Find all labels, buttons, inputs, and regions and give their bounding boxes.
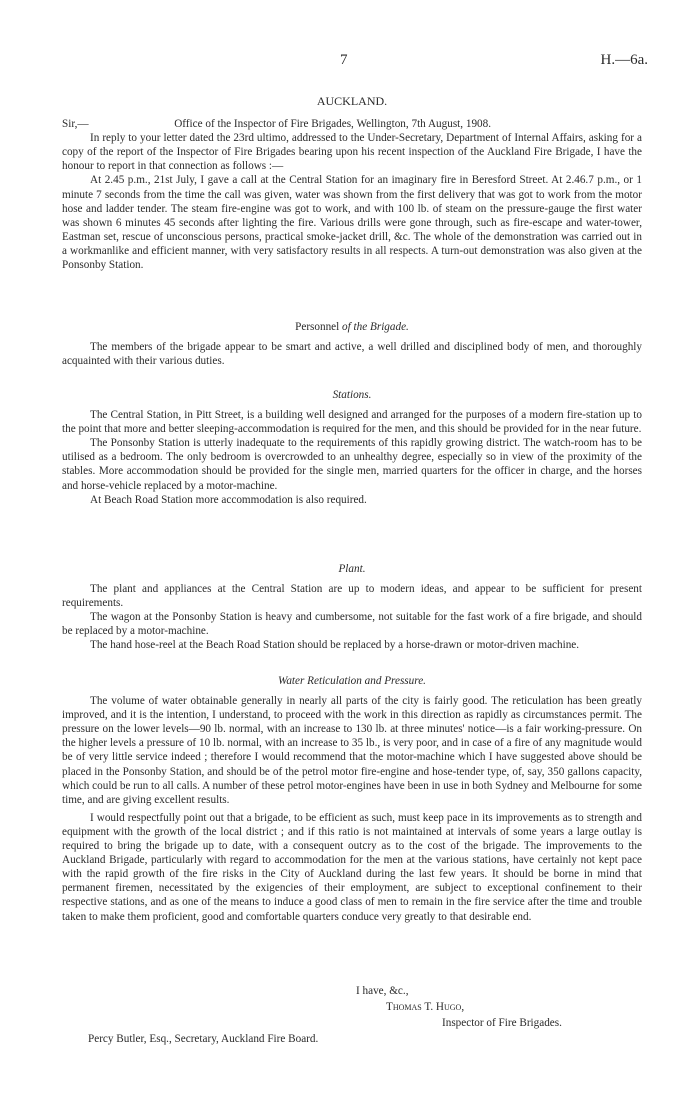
section-plant <box>62 562 642 653</box>
page-reference: H.—6a. <box>600 52 648 68</box>
stations-p1: The Central Station, in Pitt Street, is a building well designed and arranged for the purposes of a modern fire-station up to the point that more and better sleeping-accommodation is required for the men, and this should be provided for in the near future. <box>62 409 642 436</box>
addressee: Percy Butler, Esq., Secretary, Auckland Fire Board. <box>88 1033 319 1045</box>
stations-p3: At Beach Road Station more accommodation is also required. <box>90 493 367 506</box>
heading-personnel-a: Personnel <box>295 321 340 333</box>
document-title: AUCKLAND. <box>316 94 388 108</box>
section-water <box>62 674 642 924</box>
personnel-text: The members of the brigade appear to be smart and active, a well drilled and disciplined body of men, and thoroughly acquainted with their various duties. <box>62 341 642 368</box>
salutation-line <box>62 117 642 131</box>
dateline: Office of the Inspector of Fire Brigades, Wellington, 7th August, 1908. <box>174 118 492 131</box>
plant-p1: The plant and appliances at the Central Station are up to modern ideas, and appear to be sufficient for present requirements. <box>62 583 642 610</box>
intro-paragraph: In reply to your letter dated the 23rd ultimo, addressed to the Under-Secretary, Department of Internal Affairs, asking for a copy of the report of the Inspector of Fire Brigades bearing upon his recent inspection of the Auckland Fire Brigade, I have the honour to report in that connection as follows :— <box>62 132 642 173</box>
salutation: Sir,— <box>62 118 89 131</box>
heading-personnel <box>62 320 642 334</box>
closing-line: I have, &c., <box>356 985 409 997</box>
heading-personnel-b: of the Brigade. <box>342 321 409 333</box>
section-personnel <box>62 320 642 368</box>
plant-p3: The hand hose-reel at the Beach Road Station should be replaced by a horse-drawn or motor-driven machine. <box>90 639 580 652</box>
heading-stations: Stations. <box>332 389 372 401</box>
plant-p2: The wagon at the Ponsonby Station is heavy and cumbersome, not suitable for the fast work of a fire brigade, and should be replaced by a motor-machine. <box>62 611 642 638</box>
signatory-title: Inspector of Fire Brigades. <box>442 1017 562 1029</box>
section-stations <box>62 388 642 507</box>
water-p1: The volume of water obtainable generally in nearly all parts of the city is fairly good. The reticulation has been greatly improved, and it is the intention, I understand, to proceed with the work in this direction as rapidly as circumstances permit. The pressure on the lower levels—90 lb. normal, with an increase to 130 lb. at three minutes' notice—is a fair working-pressure. On the higher levels a pressure of 10 lb. normal, with an increase to 35 lb., is very poor, and in case of a fire of any magnitude would be of very little service indeed ; therefore I would recommend that the motor-machine which I have suggested above should be placed in the Ponsonby Station, and should be of the petrol motor fire-engine and hose-tender type, of, say, 350 gallons capacity, which could be run to all calls. A number of these petrol motor-engines have been in use in both Sydney and Melbourne for some time, and are giving excellent results. <box>62 695 642 806</box>
heading-water: Water Reticulation and Pressure. <box>278 675 426 687</box>
letter-head <box>62 94 642 272</box>
water-p2: I would respectfully point out that a brigade, to be efficient as such, must keep pace in its improvements as to strength and equipment with the growth of the local district ; and if this ratio is not maintained at intervals of some years a large outlay is required to bring the brigade up to date, with a consequent outcry as to the cost of the brigade. The improvements to the Auckland Brigade, particularly with regard to accommodation for the men at the various stations, have certainly not kept pace with the rapid growth of the fire risks in the City of Auckland during the last few years. It should be borne in mind that permanent firemen, necessitated by the exigencies of their employment, are subject to exceptional confinement to their respective stations, and as one of the means to induce a good class of men to remain in the fire service after the time and trouble taken to make them proficient, good and comfortable quarters conduce very greatly to that desirable end. <box>62 811 642 923</box>
page-number: 7 <box>340 52 348 68</box>
heading-plant: Plant. <box>338 563 366 575</box>
stations-p2: The Ponsonby Station is utterly inadequate to the requirements of this rapidly growing district. The watch-room has to be utilised as a bedroom. The only bedroom is overcrowded to an unhealthy degree, especially so in view of the proximity of the stables. More accommodation should be provided for the single men, married quarters for the officer in charge, and the horses and horse-vehicle replaced by a motor-machine. <box>62 437 642 492</box>
signatory-name: Thomas T. Hugo, <box>386 1001 465 1013</box>
paragraph-demonstration: At 2.45 p.m., 21st July, I gave a call at the Central Station for an imaginary fire in Beresford Street. At 2.46.7 p.m., or 1 minute 7 seconds from the time the call was given, water was shown from the first delivery that was got to work from the motor hose and ladder tender. The steam fire-engine was got to work, and with 100 lb. of steam on the pressure-gauge the first water was shown 6 minutes 45 seconds after lighting the fire. Various drills were gone through, such as fire-escape and water-tower, Eastman set, rescue of unconscious persons, practical smoke-jacket drill, &c. The whole of the demonstration was carried out in a workmanlike and efficient manner, with very satisfactory results in all respects. A turn-out demonstration was also given at the Ponsonby Station. <box>62 174 642 272</box>
